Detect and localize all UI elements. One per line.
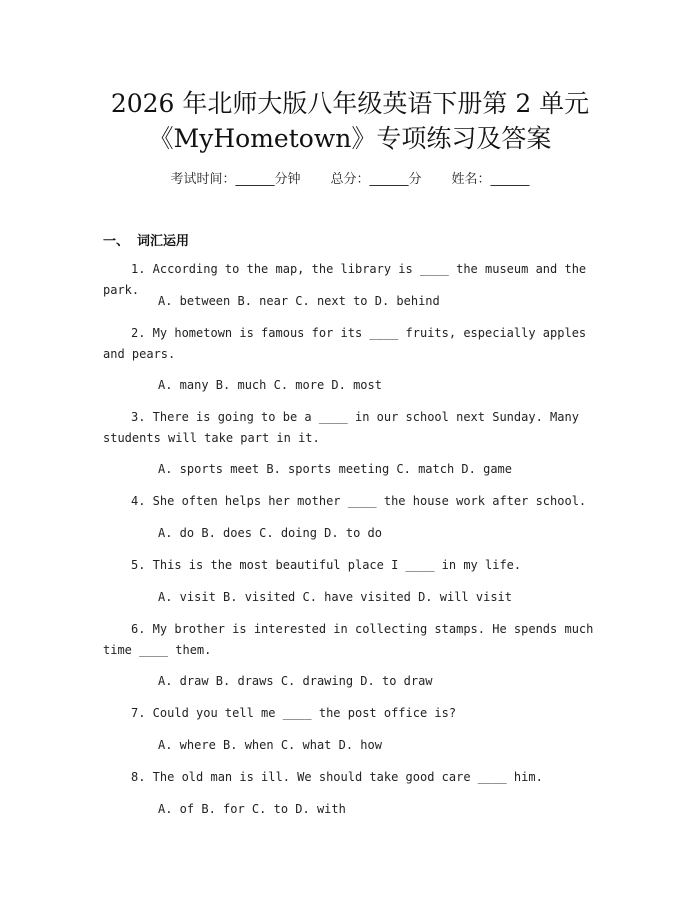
section-heading	[103, 230, 189, 249]
question-5: 5. This is the most beautiful place I ____ in my life.	[131, 558, 522, 572]
question-2-options: A. many B. much C. more D. most	[158, 378, 382, 392]
question-1-options: A. between B. near C. next to D. behind	[158, 294, 440, 308]
student-name: 姓名：______	[451, 172, 530, 187]
total-score: 总分：______分	[330, 172, 422, 187]
question-1: 1. According to the map, the library is ____ the museum and the park.	[103, 262, 587, 297]
question-8-options: A. of B. for C. to D. with	[158, 802, 346, 816]
question-6-options: A. draw B. draws C. drawing D. to draw	[158, 674, 433, 688]
question-8: 8. The old man is ill. We should take good care ____ him.	[131, 770, 543, 784]
question-2: 2. My hometown is famous for its ____ fruits, especially apples and pears.	[103, 326, 587, 361]
exam-time: 考试时间：______分钟	[170, 172, 301, 187]
question-6: 6. My brother is interested in collecting stamps. He spends much time ____ them.	[103, 622, 594, 657]
question-7-options: A. where B. when C. what D. how	[158, 738, 382, 752]
title-line-1: 2026 年北师大版八年级英语下册第 2 单元	[110, 89, 590, 118]
question-5-options: A. visit B. visited C. have visited D. will visit	[158, 590, 513, 604]
section-title: 词汇运用	[137, 234, 190, 249]
question-4: 4. She often helps her mother ____ the house work after school.	[131, 494, 587, 508]
section-number: 一、	[103, 234, 130, 249]
title-line-2: 《MyHometown》专项练习及答案	[148, 124, 552, 153]
question-4-options: A. do B. does C. doing D. to do	[158, 526, 382, 540]
exam-info	[0, 168, 700, 187]
question-3: 3. There is going to be a ____ in our school next Sunday. Many students will take part in it.	[103, 410, 579, 445]
question-7: 7. Could you tell me ____ the post office is?	[131, 706, 457, 720]
question-3-options: A. sports meet B. sports meeting C. match D. game	[158, 462, 513, 476]
